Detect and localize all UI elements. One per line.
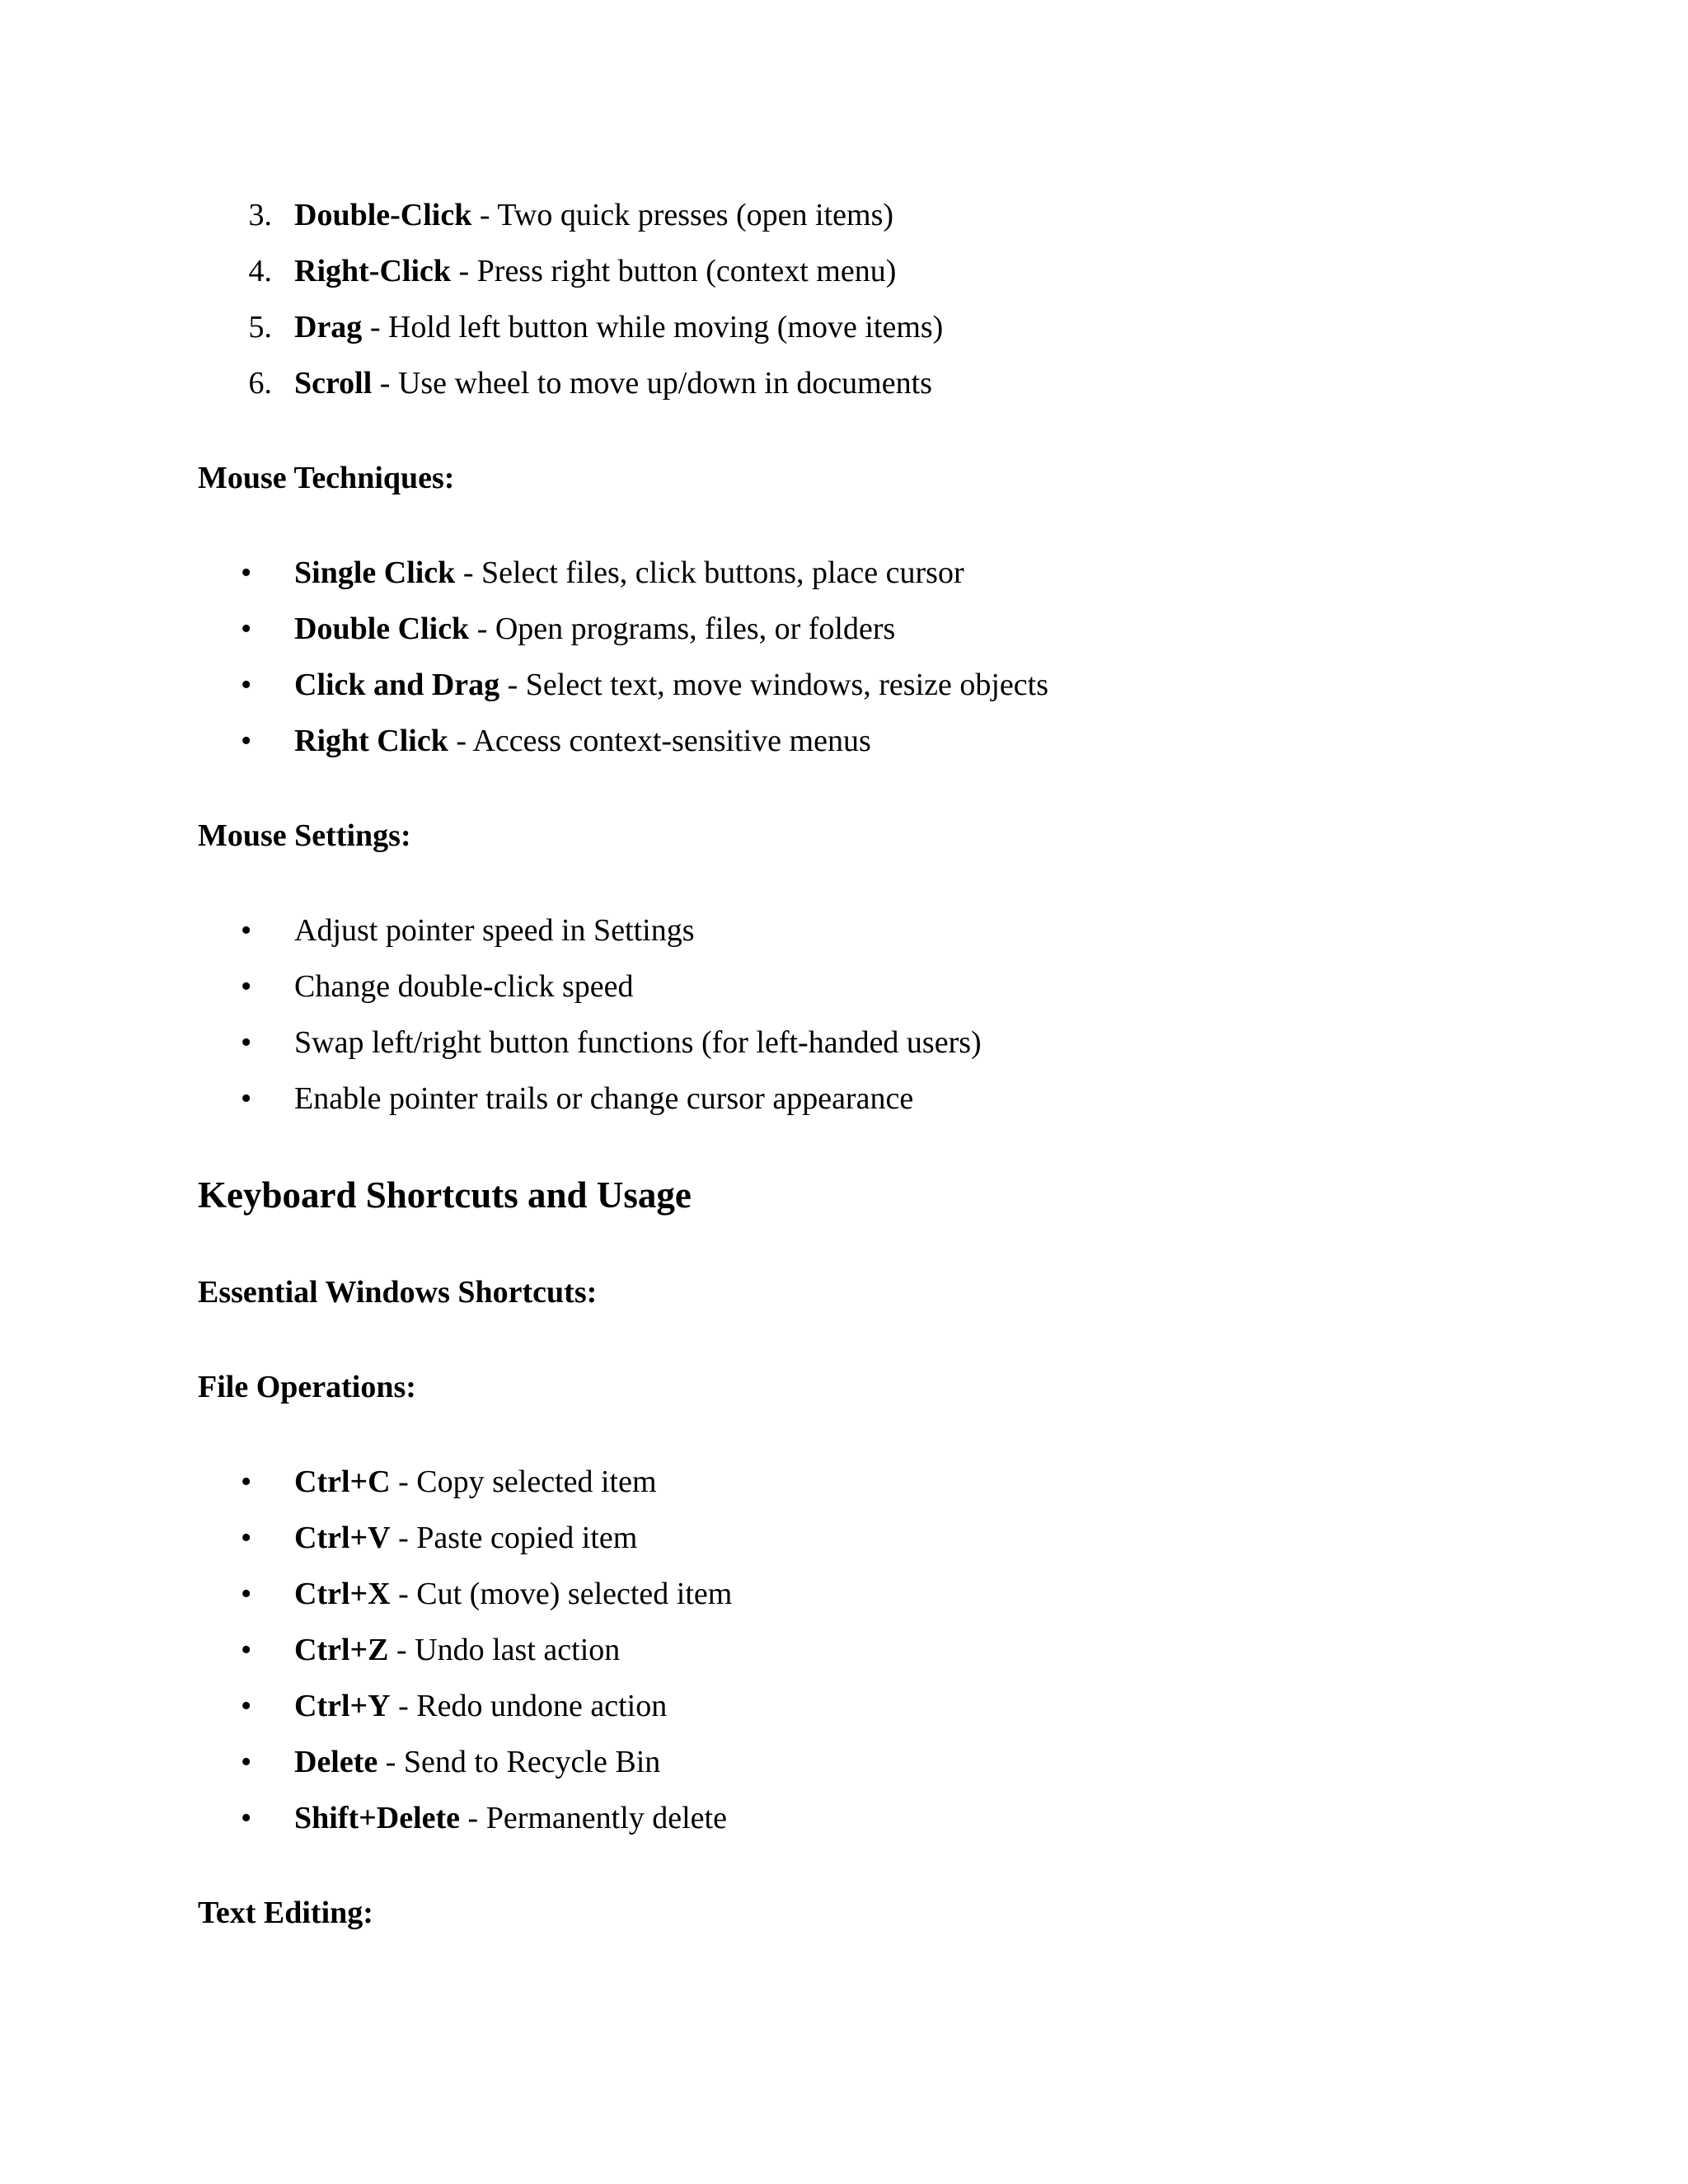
item-term: Right Click: [294, 724, 448, 758]
item-term: Ctrl+V: [294, 1521, 391, 1555]
essential-shortcuts-heading: Essential Windows Shortcuts:: [198, 1275, 598, 1310]
item-term: Single Click: [294, 555, 456, 590]
item-description: - Copy selected item: [390, 1465, 657, 1499]
item-description: - Open programs, files, or folders: [469, 612, 896, 646]
item-term: Double-Click: [294, 198, 472, 232]
file-operations-heading: File Operations:: [198, 1370, 416, 1404]
list-number: 5.: [248, 310, 272, 344]
bullet-icon: •: [241, 1633, 252, 1667]
bullet-icon: •: [241, 1689, 252, 1723]
item-description: Adjust pointer speed in Settings: [294, 913, 695, 948]
item-description: Swap left/right button functions (for left-handed users): [294, 1025, 982, 1060]
item-description: - Access context-sensitive menus: [448, 724, 871, 758]
bullet-icon: •: [241, 555, 252, 590]
bullet-icon: •: [241, 1577, 252, 1611]
bullet-icon: •: [241, 1801, 252, 1835]
item-term: Ctrl+X: [294, 1577, 391, 1611]
item-description: Change double-click speed: [294, 969, 634, 1004]
mouse-techniques-heading: Mouse Techniques:: [198, 461, 455, 495]
bullet-icon: •: [241, 913, 252, 948]
text-editing-heading: Text Editing:: [198, 1896, 373, 1930]
item-term: Ctrl+C: [294, 1465, 391, 1499]
item-description: - Select text, move windows, resize objects: [499, 668, 1049, 702]
item-description: - Permanently delete: [460, 1801, 727, 1835]
bullet-icon: •: [241, 612, 252, 646]
bullet-icon: •: [241, 1081, 252, 1116]
bullet-icon: •: [241, 1025, 252, 1060]
item-description: - Select files, click buttons, place cursor: [455, 555, 964, 590]
item-description: - Paste copied item: [390, 1521, 638, 1555]
item-term: Right-Click: [294, 254, 451, 288]
item-term: Scroll: [294, 366, 373, 401]
list-number: 6.: [248, 366, 272, 401]
bullet-icon: •: [241, 1465, 252, 1499]
item-term: Double Click: [294, 612, 470, 646]
keyboard-section-heading: Keyboard Shortcuts and Usage: [198, 1174, 692, 1216]
list-number: 4.: [248, 254, 272, 288]
item-description: - Hold left button while moving (move items): [362, 310, 944, 344]
item-description: - Two quick presses (open items): [471, 198, 894, 232]
mouse-settings-heading: Mouse Settings:: [198, 818, 411, 853]
list-number: 3.: [248, 198, 272, 232]
item-term: Drag: [294, 310, 363, 344]
bullet-icon: •: [241, 724, 252, 758]
item-description: - Press right button (context menu): [451, 254, 897, 288]
item-term: Ctrl+Y: [294, 1689, 391, 1723]
bullet-icon: •: [241, 668, 252, 702]
item-term: Ctrl+Z: [294, 1633, 389, 1667]
item-description: - Cut (move) selected item: [390, 1577, 733, 1611]
item-term: Click and Drag: [294, 668, 500, 702]
item-description: - Redo undone action: [390, 1689, 668, 1723]
item-description: - Undo last action: [388, 1633, 621, 1667]
bullet-icon: •: [241, 1745, 252, 1779]
item-description: - Use wheel to move up/down in documents: [372, 366, 932, 401]
item-description: Enable pointer trails or change cursor appearance: [294, 1081, 914, 1116]
bullet-icon: •: [241, 1521, 252, 1555]
item-term: Delete: [294, 1745, 378, 1779]
bullet-icon: •: [241, 969, 252, 1004]
item-description: - Send to Recycle Bin: [377, 1745, 661, 1779]
item-term: Shift+Delete: [294, 1801, 461, 1835]
